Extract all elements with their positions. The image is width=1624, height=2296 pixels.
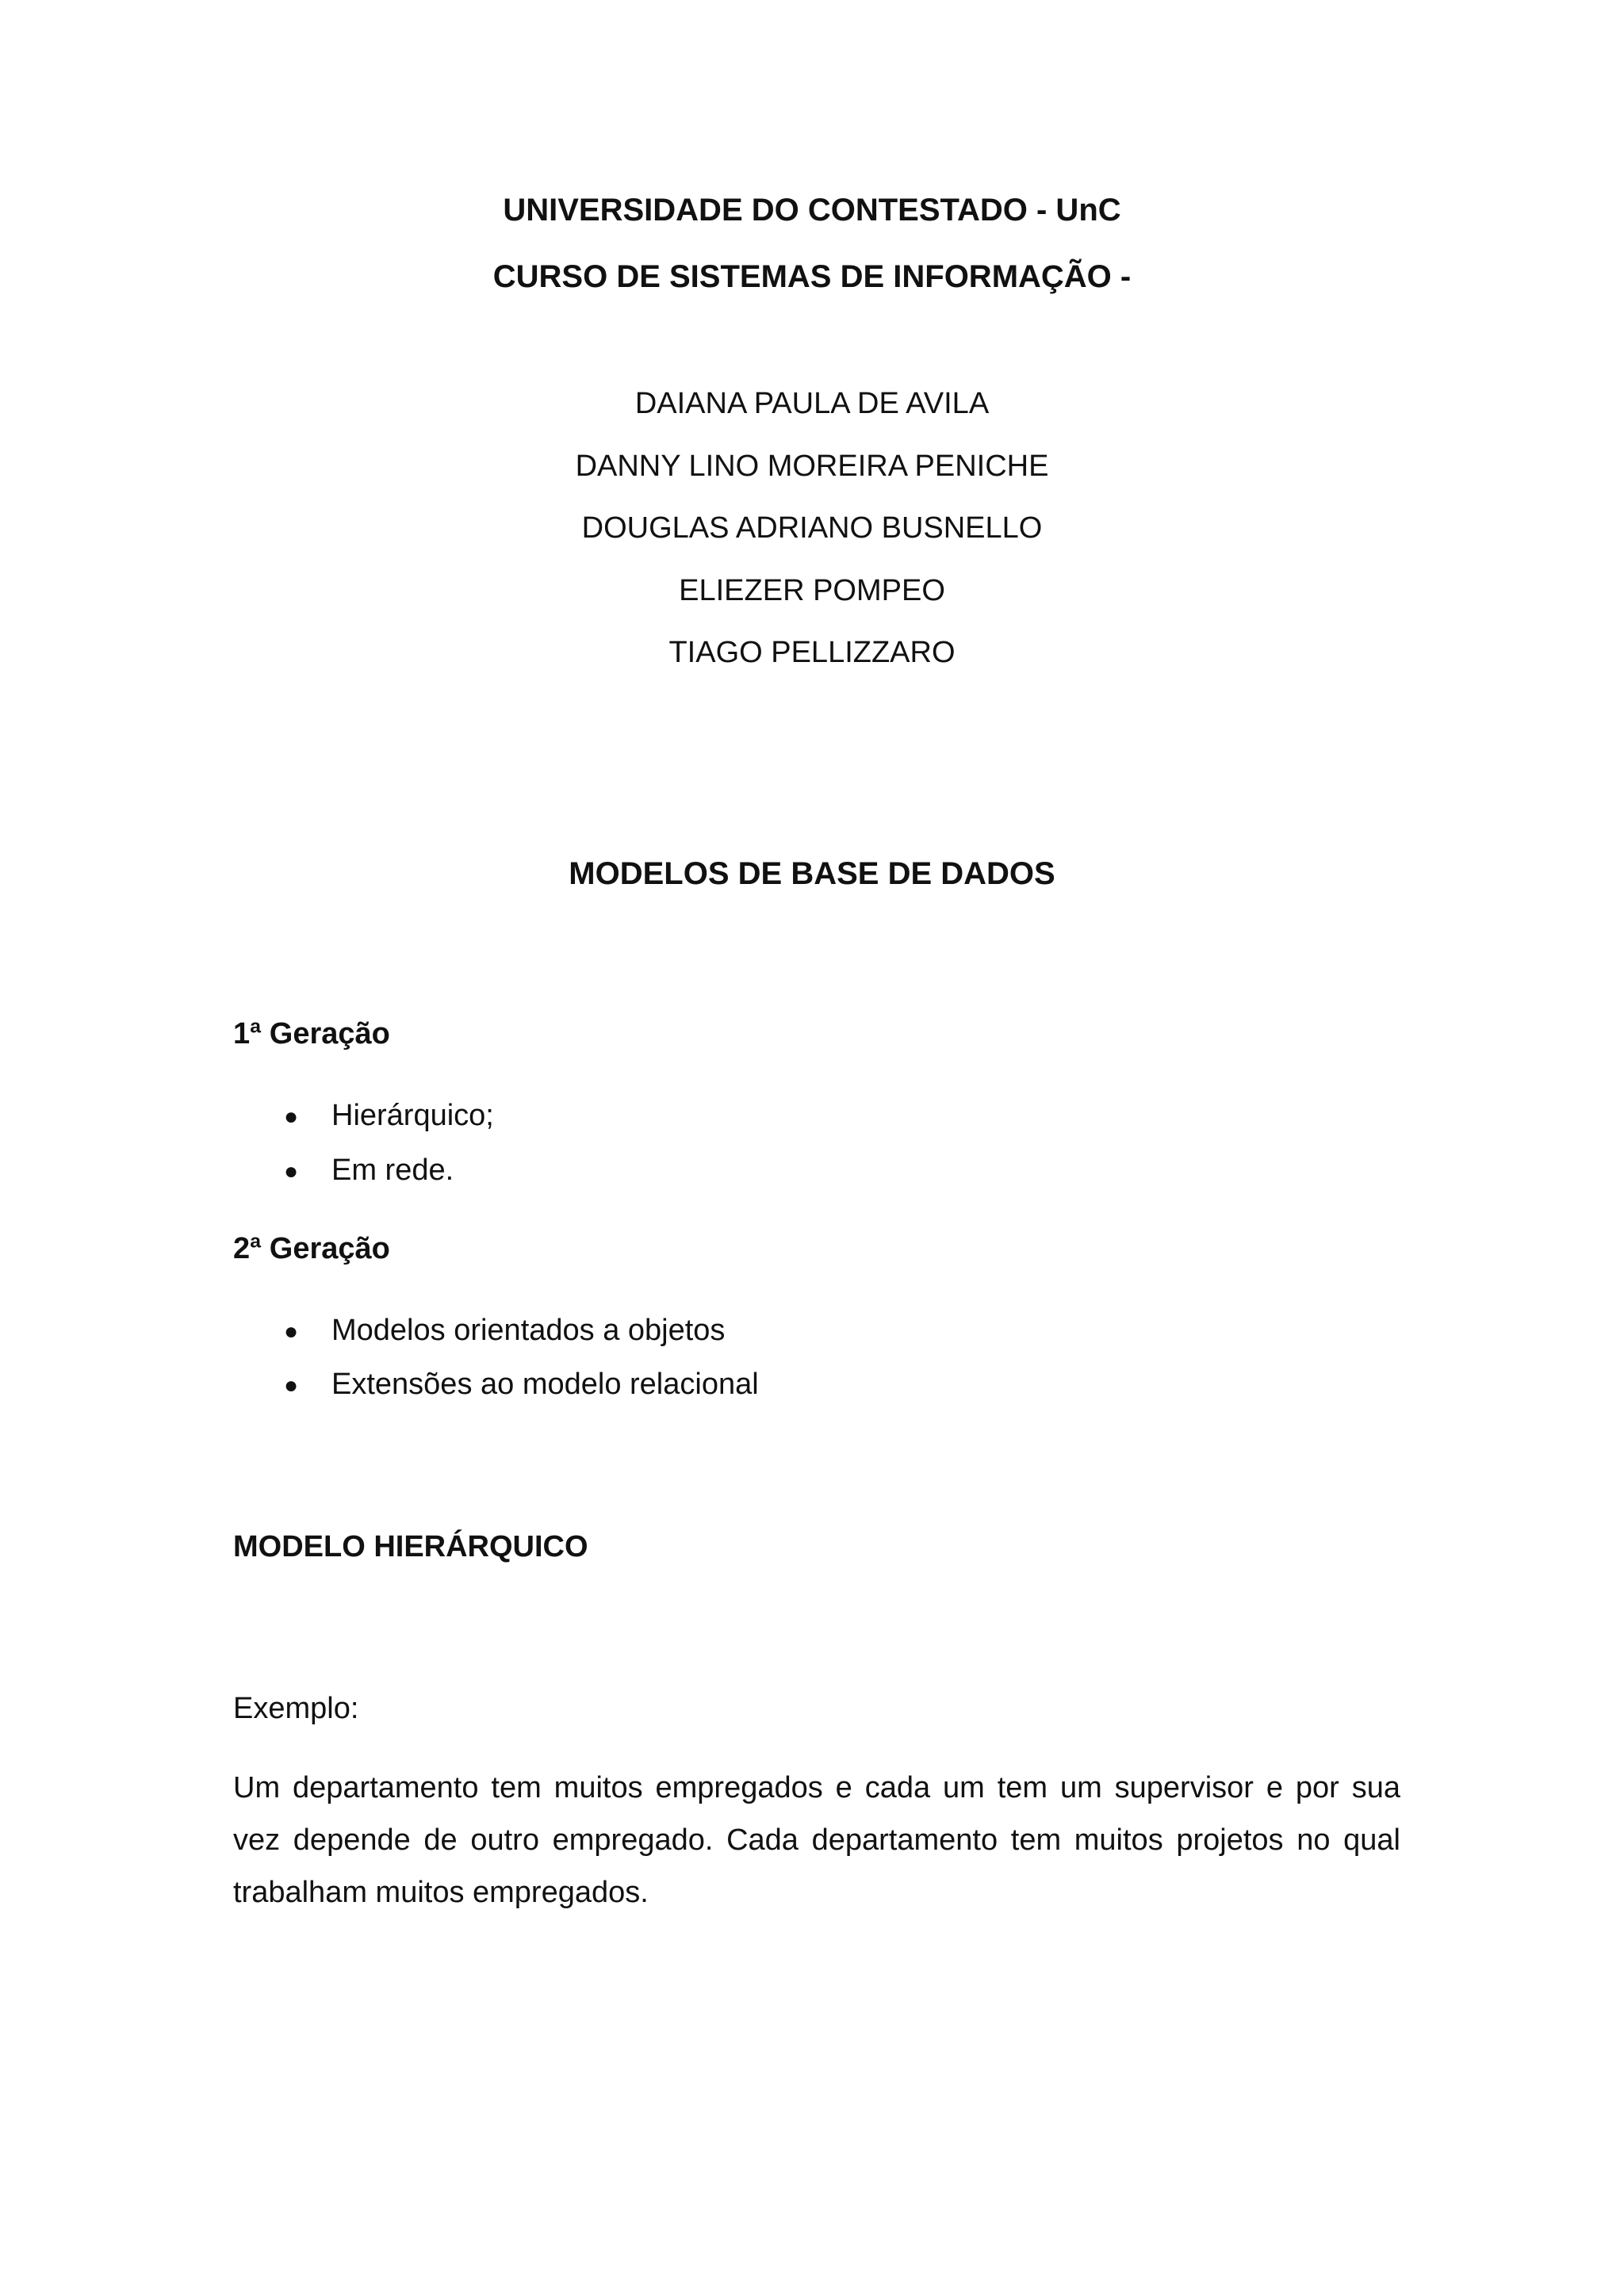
bullet-icon: ● <box>284 1104 299 1130</box>
author-name: DAIANA PAULA DE AVILA <box>634 387 990 420</box>
bullet-icon: ● <box>284 1372 299 1399</box>
course-heading: CURSO DE SISTEMAS DE INFORMAÇÃO - <box>492 259 1132 294</box>
bullet-icon: ● <box>284 1318 299 1345</box>
list-item: Em rede. <box>331 1154 454 1187</box>
list-item: Extensões ao modelo relacional <box>331 1368 759 1401</box>
example-label: Exemplo: <box>233 1692 359 1725</box>
author-name: ELIEZER POMPEO <box>679 574 945 607</box>
author-name: TIAGO PELLIZZARO <box>668 636 956 669</box>
generation-heading: 2ª Geração <box>233 1232 390 1265</box>
bullet-icon: ● <box>284 1158 299 1184</box>
author-name: DOUGLAS ADRIANO BUSNELLO <box>581 511 1043 545</box>
example-paragraph: Um departamento tem muitos empregados e cada um tem um supervisor e por sua vez depende de outro empregado. Cada departamento tem muitos projetos no qual trabalham muitos empregados. <box>233 1771 1400 1909</box>
section-heading: MODELO HIERÁRQUICO <box>233 1530 588 1563</box>
document-title: MODELOS DE BASE DE DADOS <box>569 856 1055 891</box>
generation-heading: 1ª Geração <box>233 1017 390 1050</box>
list-item: Modelos orientados a objetos <box>331 1314 726 1347</box>
author-name: DANNY LINO MOREIRA PENICHE <box>575 450 1049 483</box>
university-heading: UNIVERSIDADE DO CONTESTADO - UnC <box>503 193 1121 228</box>
list-item: Hierárquico; <box>331 1099 494 1132</box>
